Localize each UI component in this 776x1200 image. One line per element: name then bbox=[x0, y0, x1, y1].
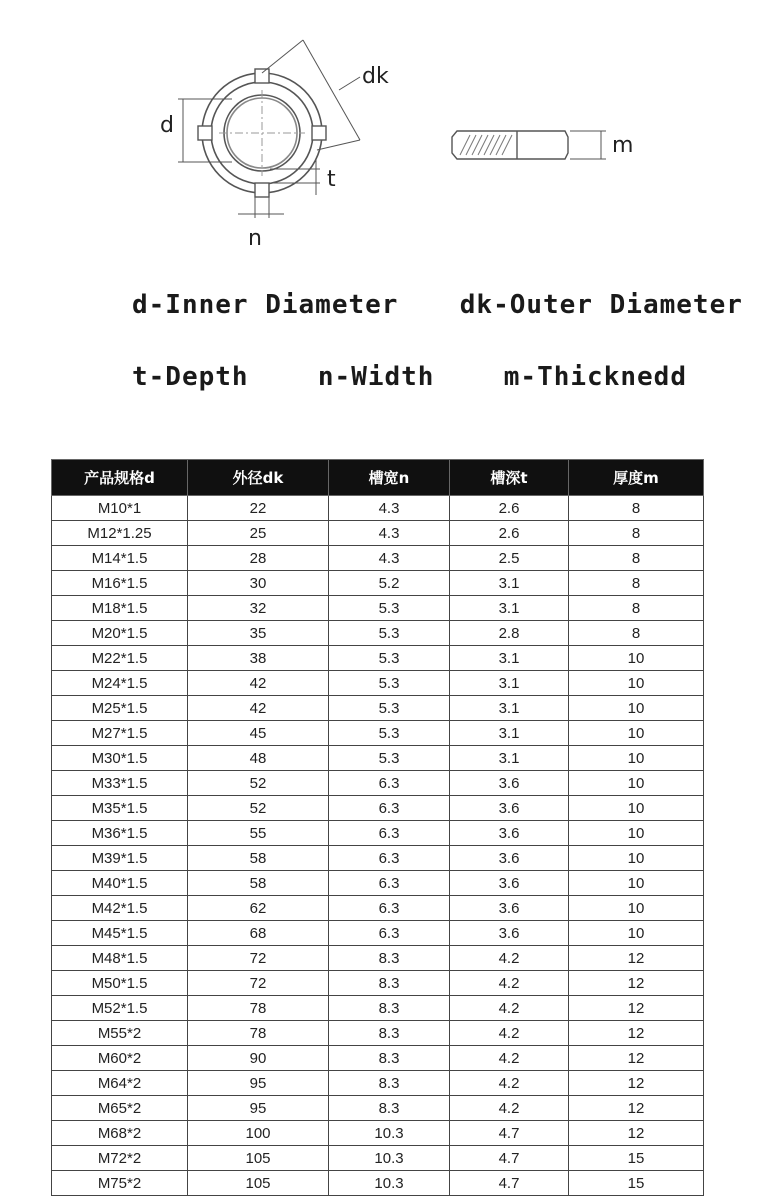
table-row bbox=[52, 896, 704, 921]
cell-slot-width: 5.3 bbox=[329, 621, 450, 646]
cell-thickness: 8 bbox=[569, 546, 704, 571]
cell-spec: M30*1.5 bbox=[52, 746, 188, 771]
cell-slot-depth: 3.6 bbox=[450, 796, 569, 821]
legend-t: t-Depth bbox=[132, 362, 249, 392]
cell-outer-diameter: 25 bbox=[188, 521, 329, 546]
spec-table bbox=[51, 459, 704, 1196]
cell-outer-diameter: 58 bbox=[188, 846, 329, 871]
table-row bbox=[52, 1171, 704, 1196]
cell-outer-diameter: 22 bbox=[188, 496, 329, 521]
table-row bbox=[52, 671, 704, 696]
cell-thickness: 15 bbox=[569, 1171, 704, 1196]
cell-outer-diameter: 58 bbox=[188, 871, 329, 896]
cell-spec: M72*2 bbox=[52, 1146, 188, 1171]
cell-slot-width: 8.3 bbox=[329, 946, 450, 971]
cell-thickness: 12 bbox=[569, 1046, 704, 1071]
cell-slot-depth: 4.2 bbox=[450, 1096, 569, 1121]
cell-slot-depth: 3.6 bbox=[450, 921, 569, 946]
cell-spec: M45*1.5 bbox=[52, 921, 188, 946]
cell-slot-depth: 3.1 bbox=[450, 696, 569, 721]
cell-thickness: 12 bbox=[569, 946, 704, 971]
cell-spec: M20*1.5 bbox=[52, 621, 188, 646]
cell-spec: M68*2 bbox=[52, 1121, 188, 1146]
cell-slot-width: 10.3 bbox=[329, 1146, 450, 1171]
cell-spec: M40*1.5 bbox=[52, 871, 188, 896]
table-row bbox=[52, 771, 704, 796]
cell-slot-width: 8.3 bbox=[329, 996, 450, 1021]
cell-outer-diameter: 95 bbox=[188, 1071, 329, 1096]
cell-spec: M27*1.5 bbox=[52, 721, 188, 746]
table-row bbox=[52, 1046, 704, 1071]
cell-slot-depth: 3.1 bbox=[450, 671, 569, 696]
cell-spec: M12*1.25 bbox=[52, 521, 188, 546]
cell-outer-diameter: 42 bbox=[188, 696, 329, 721]
table-row bbox=[52, 1071, 704, 1096]
cell-slot-depth: 4.7 bbox=[450, 1146, 569, 1171]
cell-slot-width: 6.3 bbox=[329, 921, 450, 946]
center-lines bbox=[219, 90, 305, 176]
cell-slot-width: 6.3 bbox=[329, 821, 450, 846]
cell-slot-width: 6.3 bbox=[329, 771, 450, 796]
cell-slot-depth: 4.2 bbox=[450, 1021, 569, 1046]
nut-dimension-diagram bbox=[0, 0, 776, 270]
cell-spec: M60*2 bbox=[52, 1046, 188, 1071]
legend-dk: dk-Outer Diameter bbox=[459, 290, 743, 320]
cell-slot-depth: 3.6 bbox=[450, 896, 569, 921]
cell-slot-depth: 4.2 bbox=[450, 1046, 569, 1071]
n-dimension bbox=[238, 197, 284, 218]
cell-spec: M52*1.5 bbox=[52, 996, 188, 1021]
dk-label: dk bbox=[362, 64, 389, 89]
cell-thickness: 10 bbox=[569, 821, 704, 846]
table-row bbox=[52, 571, 704, 596]
cell-outer-diameter: 90 bbox=[188, 1046, 329, 1071]
cell-outer-diameter: 72 bbox=[188, 971, 329, 996]
cell-slot-width: 8.3 bbox=[329, 1046, 450, 1071]
cell-slot-depth: 2.5 bbox=[450, 546, 569, 571]
cell-spec: M50*1.5 bbox=[52, 971, 188, 996]
cell-thickness: 10 bbox=[569, 771, 704, 796]
d-label: d bbox=[160, 113, 174, 138]
cell-spec: M36*1.5 bbox=[52, 821, 188, 846]
cell-slot-width: 5.3 bbox=[329, 746, 450, 771]
table-row bbox=[52, 996, 704, 1021]
table-row bbox=[52, 596, 704, 621]
table-row bbox=[52, 821, 704, 846]
table-row bbox=[52, 546, 704, 571]
header-slot-depth: 槽深t bbox=[450, 460, 569, 496]
cell-slot-width: 4.3 bbox=[329, 521, 450, 546]
legend-line-1 bbox=[132, 290, 743, 320]
cell-slot-width: 10.3 bbox=[329, 1121, 450, 1146]
cell-outer-diameter: 35 bbox=[188, 621, 329, 646]
cell-slot-depth: 3.6 bbox=[450, 871, 569, 896]
table-row bbox=[52, 1146, 704, 1171]
cell-slot-width: 5.2 bbox=[329, 571, 450, 596]
cell-outer-diameter: 68 bbox=[188, 921, 329, 946]
cell-spec: M48*1.5 bbox=[52, 946, 188, 971]
cell-slot-depth: 4.7 bbox=[450, 1121, 569, 1146]
cell-slot-width: 5.3 bbox=[329, 596, 450, 621]
table-row bbox=[52, 696, 704, 721]
cell-thickness: 12 bbox=[569, 1071, 704, 1096]
cell-slot-depth: 4.2 bbox=[450, 1071, 569, 1096]
cell-thickness: 10 bbox=[569, 871, 704, 896]
m-dimension bbox=[570, 131, 606, 159]
cell-slot-width: 5.3 bbox=[329, 646, 450, 671]
cell-slot-depth: 2.6 bbox=[450, 496, 569, 521]
cell-slot-depth: 3.1 bbox=[450, 646, 569, 671]
cell-slot-width: 8.3 bbox=[329, 1021, 450, 1046]
cell-slot-depth: 3.1 bbox=[450, 721, 569, 746]
cell-outer-diameter: 28 bbox=[188, 546, 329, 571]
dk-dimension bbox=[262, 40, 360, 150]
legend-d: d-Inner Diameter bbox=[132, 290, 399, 320]
cell-spec: M16*1.5 bbox=[52, 571, 188, 596]
cell-thickness: 10 bbox=[569, 921, 704, 946]
cell-outer-diameter: 105 bbox=[188, 1171, 329, 1196]
cell-thickness: 10 bbox=[569, 721, 704, 746]
cell-spec: M42*1.5 bbox=[52, 896, 188, 921]
cell-outer-diameter: 100 bbox=[188, 1121, 329, 1146]
table-row bbox=[52, 721, 704, 746]
m-label: m bbox=[612, 133, 634, 158]
cell-slot-depth: 3.1 bbox=[450, 746, 569, 771]
legend-n: n-Width bbox=[317, 362, 435, 392]
cell-slot-width: 6.3 bbox=[329, 796, 450, 821]
cell-slot-width: 6.3 bbox=[329, 896, 450, 921]
cell-outer-diameter: 32 bbox=[188, 596, 329, 621]
cell-slot-depth: 4.2 bbox=[450, 996, 569, 1021]
cell-spec: M25*1.5 bbox=[52, 696, 188, 721]
cell-thickness: 8 bbox=[569, 496, 704, 521]
cell-slot-depth: 4.2 bbox=[450, 946, 569, 971]
cell-outer-diameter: 72 bbox=[188, 946, 329, 971]
cell-slot-depth: 3.6 bbox=[450, 821, 569, 846]
table-row bbox=[52, 621, 704, 646]
cell-thickness: 8 bbox=[569, 571, 704, 596]
table-row bbox=[52, 971, 704, 996]
cell-thickness: 12 bbox=[569, 1096, 704, 1121]
cell-slot-width: 6.3 bbox=[329, 846, 450, 871]
cell-outer-diameter: 38 bbox=[188, 646, 329, 671]
cell-outer-diameter: 30 bbox=[188, 571, 329, 596]
cell-thickness: 12 bbox=[569, 1121, 704, 1146]
cell-thickness: 10 bbox=[569, 796, 704, 821]
cell-slot-depth: 3.1 bbox=[450, 596, 569, 621]
cell-outer-diameter: 105 bbox=[188, 1146, 329, 1171]
table-row bbox=[52, 746, 704, 771]
header-outer-diameter: 外径dk bbox=[188, 460, 329, 496]
cell-spec: M10*1 bbox=[52, 496, 188, 521]
header-thickness: 厚度m bbox=[569, 460, 704, 496]
cell-slot-width: 10.3 bbox=[329, 1171, 450, 1196]
legend-m: m-Thicknedd bbox=[503, 362, 687, 392]
cell-thickness: 8 bbox=[569, 596, 704, 621]
cell-thickness: 10 bbox=[569, 896, 704, 921]
cell-spec: M35*1.5 bbox=[52, 796, 188, 821]
cell-spec: M18*1.5 bbox=[52, 596, 188, 621]
cell-spec: M22*1.5 bbox=[52, 646, 188, 671]
cell-thickness: 12 bbox=[569, 971, 704, 996]
header-slot-width: 槽宽n bbox=[329, 460, 450, 496]
cell-thickness: 8 bbox=[569, 621, 704, 646]
cell-spec: M39*1.5 bbox=[52, 846, 188, 871]
cell-outer-diameter: 45 bbox=[188, 721, 329, 746]
table-row bbox=[52, 646, 704, 671]
cell-outer-diameter: 78 bbox=[188, 1021, 329, 1046]
cell-outer-diameter: 62 bbox=[188, 896, 329, 921]
table-row bbox=[52, 871, 704, 896]
cell-outer-diameter: 48 bbox=[188, 746, 329, 771]
cell-spec: M64*2 bbox=[52, 1071, 188, 1096]
cell-thickness: 10 bbox=[569, 846, 704, 871]
table-row bbox=[52, 1021, 704, 1046]
cell-slot-width: 4.3 bbox=[329, 496, 450, 521]
cell-thickness: 10 bbox=[569, 671, 704, 696]
cell-spec: M24*1.5 bbox=[52, 671, 188, 696]
legend-line-2 bbox=[132, 362, 687, 392]
cell-slot-width: 4.3 bbox=[329, 546, 450, 571]
cell-spec: M65*2 bbox=[52, 1096, 188, 1121]
cell-thickness: 15 bbox=[569, 1146, 704, 1171]
cell-slot-depth: 4.2 bbox=[450, 971, 569, 996]
t-label: t bbox=[327, 167, 336, 192]
cell-slot-width: 8.3 bbox=[329, 1096, 450, 1121]
cell-thickness: 10 bbox=[569, 646, 704, 671]
cell-slot-depth: 3.6 bbox=[450, 771, 569, 796]
table-header-row bbox=[52, 460, 704, 496]
cell-slot-depth: 3.1 bbox=[450, 571, 569, 596]
cell-outer-diameter: 78 bbox=[188, 996, 329, 1021]
cell-slot-depth: 4.7 bbox=[450, 1171, 569, 1196]
cell-outer-diameter: 55 bbox=[188, 821, 329, 846]
cell-outer-diameter: 95 bbox=[188, 1096, 329, 1121]
cell-outer-diameter: 42 bbox=[188, 671, 329, 696]
table-row bbox=[52, 846, 704, 871]
table-row bbox=[52, 796, 704, 821]
cell-slot-width: 8.3 bbox=[329, 1071, 450, 1096]
cell-slot-width: 5.3 bbox=[329, 696, 450, 721]
cell-thickness: 12 bbox=[569, 1021, 704, 1046]
cell-slot-depth: 2.8 bbox=[450, 621, 569, 646]
cell-spec: M33*1.5 bbox=[52, 771, 188, 796]
cell-slot-width: 5.3 bbox=[329, 671, 450, 696]
cell-slot-depth: 2.6 bbox=[450, 521, 569, 546]
cell-spec: M75*2 bbox=[52, 1171, 188, 1196]
cell-thickness: 8 bbox=[569, 521, 704, 546]
n-label: n bbox=[248, 226, 262, 251]
cell-spec: M14*1.5 bbox=[52, 546, 188, 571]
cell-thickness: 12 bbox=[569, 996, 704, 1021]
cell-slot-width: 6.3 bbox=[329, 871, 450, 896]
cell-outer-diameter: 52 bbox=[188, 771, 329, 796]
cell-thickness: 10 bbox=[569, 746, 704, 771]
table-body bbox=[52, 496, 704, 1196]
table-row bbox=[52, 1096, 704, 1121]
header-spec: 产品规格d bbox=[52, 460, 188, 496]
cell-slot-depth: 3.6 bbox=[450, 846, 569, 871]
table-row bbox=[52, 946, 704, 971]
table-row bbox=[52, 921, 704, 946]
cell-slot-width: 5.3 bbox=[329, 721, 450, 746]
cell-outer-diameter: 52 bbox=[188, 796, 329, 821]
table-row bbox=[52, 521, 704, 546]
table-row bbox=[52, 1121, 704, 1146]
cell-thickness: 10 bbox=[569, 696, 704, 721]
table-row bbox=[52, 496, 704, 521]
cell-spec: M55*2 bbox=[52, 1021, 188, 1046]
cell-slot-width: 8.3 bbox=[329, 971, 450, 996]
